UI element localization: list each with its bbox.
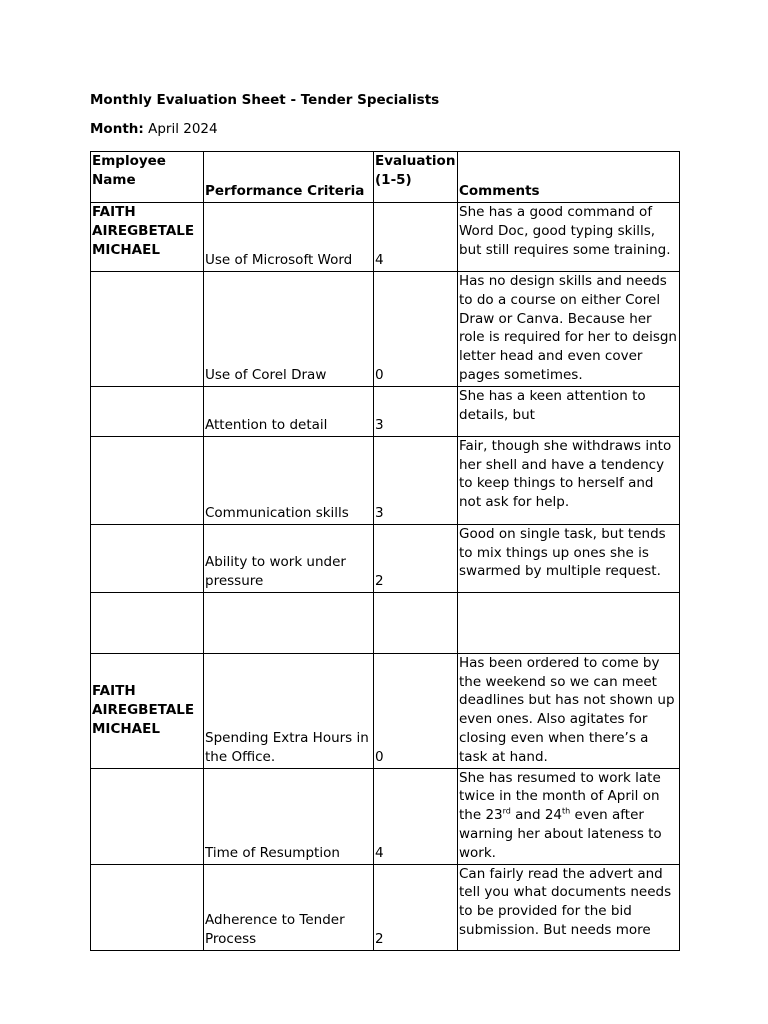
score-cell: 4 (374, 203, 458, 272)
score-cell: 4 (374, 768, 458, 864)
criteria-cell: Use of Corel Draw (204, 272, 374, 387)
comment-cell: Has been ordered to come by the weekend so we can meet deadlines but has not shown up even ones. Also agitates for closing even when there’s a task at hand. (458, 653, 680, 768)
score-cell: 2 (374, 524, 458, 592)
criteria-cell (204, 592, 374, 653)
comment-cell: She has a keen attention to details, but (458, 386, 680, 436)
comment-cell: Can fairly read the advert and tell you what documents needs to be provided for the bid submission. But needs more (458, 864, 680, 950)
employee-name-cell (91, 386, 204, 436)
comment-cell: Good on single task, but tends to mix things up ones she is swarmed by multiple request. (458, 524, 680, 592)
table-row (91, 203, 680, 272)
table-row (91, 524, 680, 592)
comment-cell: She has resumed to work late twice in the month of April on the 23rd and 24th even after warning her about lateness to work. (458, 768, 680, 864)
table-header-row (91, 152, 680, 203)
score-cell: 3 (374, 386, 458, 436)
table-row (91, 768, 680, 864)
employee-name-cell (91, 768, 204, 864)
table-row (91, 436, 680, 524)
criteria-cell: Adherence to Tender Process (204, 864, 374, 950)
comment-cell: She has a good command of Word Doc, good typing skills, but still requires some training. (458, 203, 680, 272)
employee-name-cell (91, 272, 204, 387)
criteria-cell: Ability to work under pressure (204, 524, 374, 592)
employee-name-cell: FAITH AIREGBETALE MICHAEL (91, 653, 204, 768)
table-row (91, 653, 680, 768)
score-cell (374, 592, 458, 653)
criteria-cell: Time of Resumption (204, 768, 374, 864)
table-row (91, 864, 680, 950)
score-cell: 0 (374, 653, 458, 768)
document-title: Monthly Evaluation Sheet - Tender Specialists (90, 92, 440, 108)
evaluation-table (90, 151, 680, 951)
score-cell: 0 (374, 272, 458, 387)
table-row (91, 592, 680, 653)
employee-name-cell (91, 436, 204, 524)
score-cell: 3 (374, 436, 458, 524)
table-row (91, 272, 680, 387)
month-line (90, 121, 218, 137)
table-row (91, 386, 680, 436)
month-label: Month: (90, 121, 144, 137)
criteria-cell: Attention to detail (204, 386, 374, 436)
score-cell: 2 (374, 864, 458, 950)
header-evaluation: Evaluation (1-5) (374, 152, 458, 203)
criteria-cell: Use of Microsoft Word (204, 203, 374, 272)
employee-name-cell (91, 864, 204, 950)
criteria-cell: Spending Extra Hours in the Office. (204, 653, 374, 768)
header-comments: Comments (458, 152, 680, 203)
comment-cell: Fair, though she withdraws into her shell and have a tendency to keep things to herself and not ask for help. (458, 436, 680, 524)
month-value: April 2024 (143, 121, 218, 137)
comment-cell (458, 592, 680, 653)
header-performance-criteria: Performance Criteria (204, 152, 374, 203)
employee-name-cell (91, 524, 204, 592)
criteria-cell: Communication skills (204, 436, 374, 524)
header-employee-name: Employee Name (91, 152, 204, 203)
employee-name-cell: FAITH AIREGBETALE MICHAEL (91, 203, 204, 272)
employee-name-cell (91, 592, 204, 653)
comment-cell: Has no design skills and needs to do a course on either Corel Draw or Canva. Because her role is required for her to deisgn letter head and even cover pages sometimes. (458, 272, 680, 387)
